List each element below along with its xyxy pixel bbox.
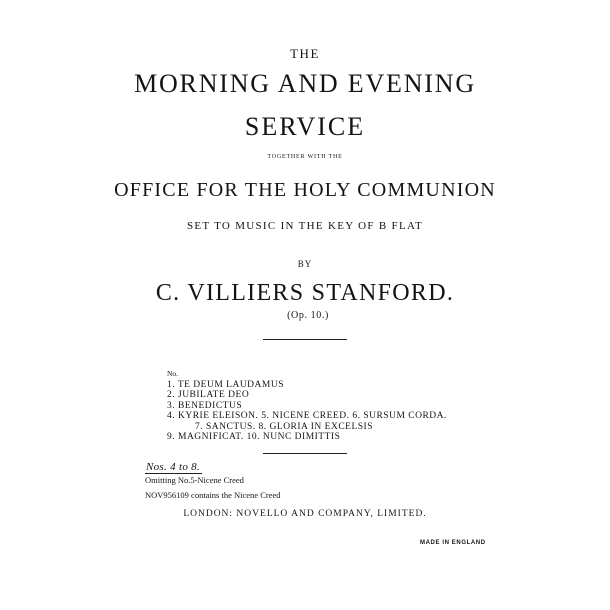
handwritten-numbers (145, 461, 202, 473)
title-service: SERVICE (244, 112, 366, 141)
title-the: THE (290, 46, 320, 61)
publisher-line: LONDON: NOVELLO AND COMPANY, LIMITED. (183, 509, 427, 519)
note-omitting: Omitting No.5-Nicene Creed (145, 475, 244, 485)
contents-no-label: No. (167, 369, 179, 378)
contents-item: 4. KYRIE ELEISON. 5. NICENE CREED. 6. SURSUM CORDA. (167, 411, 447, 421)
divider-lower (263, 453, 347, 454)
contents-item: 9. MAGNIFICAT. 10. NUNC DIMITTIS (167, 432, 341, 442)
contents-list (167, 369, 447, 443)
note-contains: NOV956109 contains the Nicene Creed (145, 490, 281, 500)
handwritten-numbers-text: Nos. 4 to 8. (146, 461, 201, 473)
title-main: MORNING AND EVENING (134, 69, 476, 98)
contents-item: 2. JUBILATE DEO (167, 390, 250, 400)
made-in-england-label: MADE IN ENGLAND (420, 540, 486, 546)
composer-name: C. VILLIERS STANFORD. (155, 280, 455, 306)
contents-item: 1. TE DEUM LAUDAMUS (167, 379, 284, 390)
divider-upper (263, 339, 347, 340)
title-office: OFFICE FOR THE HOLY COMMUNION (114, 179, 496, 201)
by-text: BY (297, 259, 313, 269)
opus-number: (Op. 10.) (287, 310, 329, 321)
key-text: SET TO MUSIC IN THE KEY OF B FLAT (186, 220, 424, 232)
together-with-text: TOGETHER WITH THE (267, 154, 343, 160)
contents-item: 7. SANCTUS. 8. GLORIA IN EXCELSIS (195, 421, 374, 432)
contents-item: 3. BENEDICTUS (167, 400, 243, 411)
